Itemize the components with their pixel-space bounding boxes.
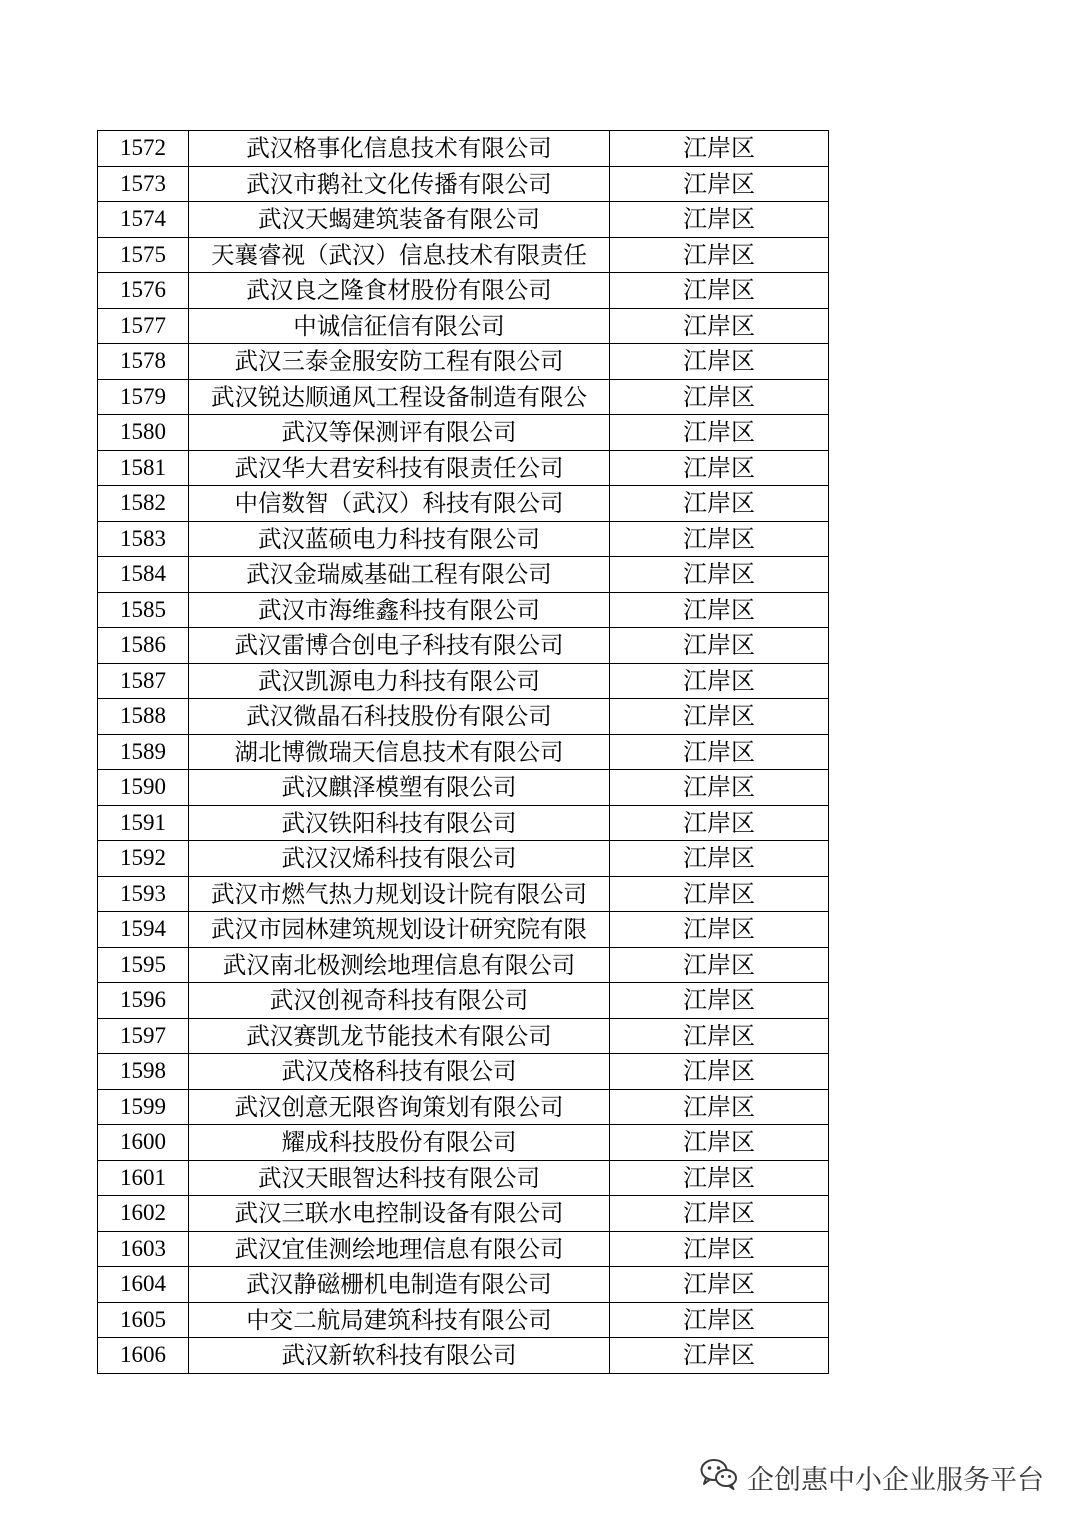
company-name: 武汉市燃气热力规划设计院有限公司	[189, 876, 610, 912]
district-name: 江岸区	[610, 1125, 829, 1161]
company-name: 武汉凯源电力科技有限公司	[189, 663, 610, 699]
district-name: 江岸区	[610, 344, 829, 380]
table-row	[98, 1160, 829, 1196]
district-name: 江岸区	[610, 450, 829, 486]
row-number: 1604	[98, 1267, 189, 1303]
district-name: 江岸区	[610, 202, 829, 238]
row-number: 1575	[98, 237, 189, 273]
district-name: 江岸区	[610, 273, 829, 309]
district-name: 江岸区	[610, 486, 829, 522]
row-number: 1605	[98, 1302, 189, 1338]
table-row	[98, 734, 829, 770]
table-row	[98, 841, 829, 877]
row-number: 1595	[98, 947, 189, 983]
table-row	[98, 1302, 829, 1338]
table-row	[98, 486, 829, 522]
wechat-icon	[699, 1457, 739, 1498]
company-list-table	[97, 130, 829, 1374]
row-number: 1572	[98, 131, 189, 167]
company-name: 武汉微晶石科技股份有限公司	[189, 699, 610, 735]
district-name: 江岸区	[610, 1160, 829, 1196]
row-number: 1593	[98, 876, 189, 912]
company-name: 耀成科技股份有限公司	[189, 1125, 610, 1161]
row-number: 1581	[98, 450, 189, 486]
company-name: 武汉锐达顺通风工程设备制造有限公	[189, 379, 610, 415]
company-name: 武汉市海维鑫科技有限公司	[189, 592, 610, 628]
table-row	[98, 166, 829, 202]
district-name: 江岸区	[610, 770, 829, 806]
table-row	[98, 983, 829, 1019]
table-row	[98, 1196, 829, 1232]
district-name: 江岸区	[610, 1196, 829, 1232]
table-row	[98, 237, 829, 273]
row-number: 1601	[98, 1160, 189, 1196]
row-number: 1574	[98, 202, 189, 238]
district-name: 江岸区	[610, 308, 829, 344]
company-name: 天襄睿视（武汉）信息技术有限责任	[189, 237, 610, 273]
district-name: 江岸区	[610, 1338, 829, 1374]
table-row	[98, 805, 829, 841]
row-number: 1600	[98, 1125, 189, 1161]
row-number: 1579	[98, 379, 189, 415]
company-name: 武汉良之隆食材股份有限公司	[189, 273, 610, 309]
company-name: 武汉三联水电控制设备有限公司	[189, 1196, 610, 1232]
company-name: 武汉华大君安科技有限责任公司	[189, 450, 610, 486]
table-row	[98, 628, 829, 664]
district-name: 江岸区	[610, 521, 829, 557]
district-name: 江岸区	[610, 734, 829, 770]
row-number: 1603	[98, 1231, 189, 1267]
district-name: 江岸区	[610, 557, 829, 593]
row-number: 1602	[98, 1196, 189, 1232]
table-row	[98, 876, 829, 912]
row-number: 1597	[98, 1018, 189, 1054]
table-row	[98, 344, 829, 380]
district-name: 江岸区	[610, 912, 829, 948]
company-name: 中信数智（武汉）科技有限公司	[189, 486, 610, 522]
company-name: 湖北博微瑞天信息技术有限公司	[189, 734, 610, 770]
row-number: 1587	[98, 663, 189, 699]
company-name: 武汉南北极测绘地理信息有限公司	[189, 947, 610, 983]
row-number: 1583	[98, 521, 189, 557]
row-number: 1573	[98, 166, 189, 202]
row-number: 1598	[98, 1054, 189, 1090]
table-row	[98, 1125, 829, 1161]
table-row	[98, 663, 829, 699]
row-number: 1590	[98, 770, 189, 806]
district-name: 江岸区	[610, 876, 829, 912]
row-number: 1589	[98, 734, 189, 770]
row-number: 1599	[98, 1089, 189, 1125]
company-name: 武汉茂格科技有限公司	[189, 1054, 610, 1090]
district-name: 江岸区	[610, 663, 829, 699]
row-number: 1596	[98, 983, 189, 1019]
company-name: 武汉铁阳科技有限公司	[189, 805, 610, 841]
district-name: 江岸区	[610, 1054, 829, 1090]
company-name: 武汉天蝎建筑装备有限公司	[189, 202, 610, 238]
district-name: 江岸区	[610, 699, 829, 735]
table-row	[98, 273, 829, 309]
watermark	[699, 1457, 1044, 1498]
row-number: 1580	[98, 415, 189, 451]
row-number: 1588	[98, 699, 189, 735]
district-name: 江岸区	[610, 841, 829, 877]
table-row	[98, 308, 829, 344]
table-row	[98, 770, 829, 806]
district-name: 江岸区	[610, 1302, 829, 1338]
company-name: 武汉天眼智达科技有限公司	[189, 1160, 610, 1196]
district-name: 江岸区	[610, 166, 829, 202]
table-row	[98, 415, 829, 451]
row-number: 1606	[98, 1338, 189, 1374]
district-name: 江岸区	[610, 592, 829, 628]
watermark-text: 企创惠中小企业服务平台	[747, 1465, 1044, 1496]
table-row	[98, 912, 829, 948]
row-number: 1584	[98, 557, 189, 593]
company-name: 武汉市园林建筑规划设计研究院有限	[189, 912, 610, 948]
company-name: 武汉创意无限咨询策划有限公司	[189, 1089, 610, 1125]
company-name: 武汉新软科技有限公司	[189, 1338, 610, 1374]
table-row	[98, 947, 829, 983]
district-name: 江岸区	[610, 1267, 829, 1303]
district-name: 江岸区	[610, 1231, 829, 1267]
table-row	[98, 1338, 829, 1374]
district-name: 江岸区	[610, 1018, 829, 1054]
table-row	[98, 557, 829, 593]
table-row	[98, 699, 829, 735]
table-row	[98, 1267, 829, 1303]
company-name: 武汉赛凯龙节能技术有限公司	[189, 1018, 610, 1054]
table-row	[98, 521, 829, 557]
row-number: 1576	[98, 273, 189, 309]
district-name: 江岸区	[610, 805, 829, 841]
company-name: 中诚信征信有限公司	[189, 308, 610, 344]
table-row	[98, 1231, 829, 1267]
district-name: 江岸区	[610, 379, 829, 415]
company-name: 武汉静磁栅机电制造有限公司	[189, 1267, 610, 1303]
company-name: 武汉市鹅社文化传播有限公司	[189, 166, 610, 202]
district-name: 江岸区	[610, 628, 829, 664]
company-name: 武汉三泰金服安防工程有限公司	[189, 344, 610, 380]
company-name: 武汉格事化信息技术有限公司	[189, 131, 610, 167]
table-body	[98, 131, 829, 1374]
company-name: 武汉金瑞威基础工程有限公司	[189, 557, 610, 593]
table-row	[98, 1054, 829, 1090]
table-row	[98, 379, 829, 415]
row-number: 1577	[98, 308, 189, 344]
row-number: 1592	[98, 841, 189, 877]
district-name: 江岸区	[610, 1089, 829, 1125]
row-number: 1594	[98, 912, 189, 948]
row-number: 1591	[98, 805, 189, 841]
company-name: 武汉雷博合创电子科技有限公司	[189, 628, 610, 664]
company-name: 武汉蓝硕电力科技有限公司	[189, 521, 610, 557]
district-name: 江岸区	[610, 983, 829, 1019]
row-number: 1578	[98, 344, 189, 380]
table-row	[98, 592, 829, 628]
table-row	[98, 450, 829, 486]
district-name: 江岸区	[610, 131, 829, 167]
company-name: 武汉等保测评有限公司	[189, 415, 610, 451]
row-number: 1586	[98, 628, 189, 664]
company-name: 武汉宜佳测绘地理信息有限公司	[189, 1231, 610, 1267]
table-row	[98, 1089, 829, 1125]
company-name: 武汉麒泽模塑有限公司	[189, 770, 610, 806]
district-name: 江岸区	[610, 415, 829, 451]
company-name: 武汉汉烯科技有限公司	[189, 841, 610, 877]
company-name: 武汉创视奇科技有限公司	[189, 983, 610, 1019]
table-row	[98, 202, 829, 238]
table-row	[98, 131, 829, 167]
row-number: 1582	[98, 486, 189, 522]
row-number: 1585	[98, 592, 189, 628]
district-name: 江岸区	[610, 947, 829, 983]
company-name: 中交二航局建筑科技有限公司	[189, 1302, 610, 1338]
district-name: 江岸区	[610, 237, 829, 273]
table-row	[98, 1018, 829, 1054]
